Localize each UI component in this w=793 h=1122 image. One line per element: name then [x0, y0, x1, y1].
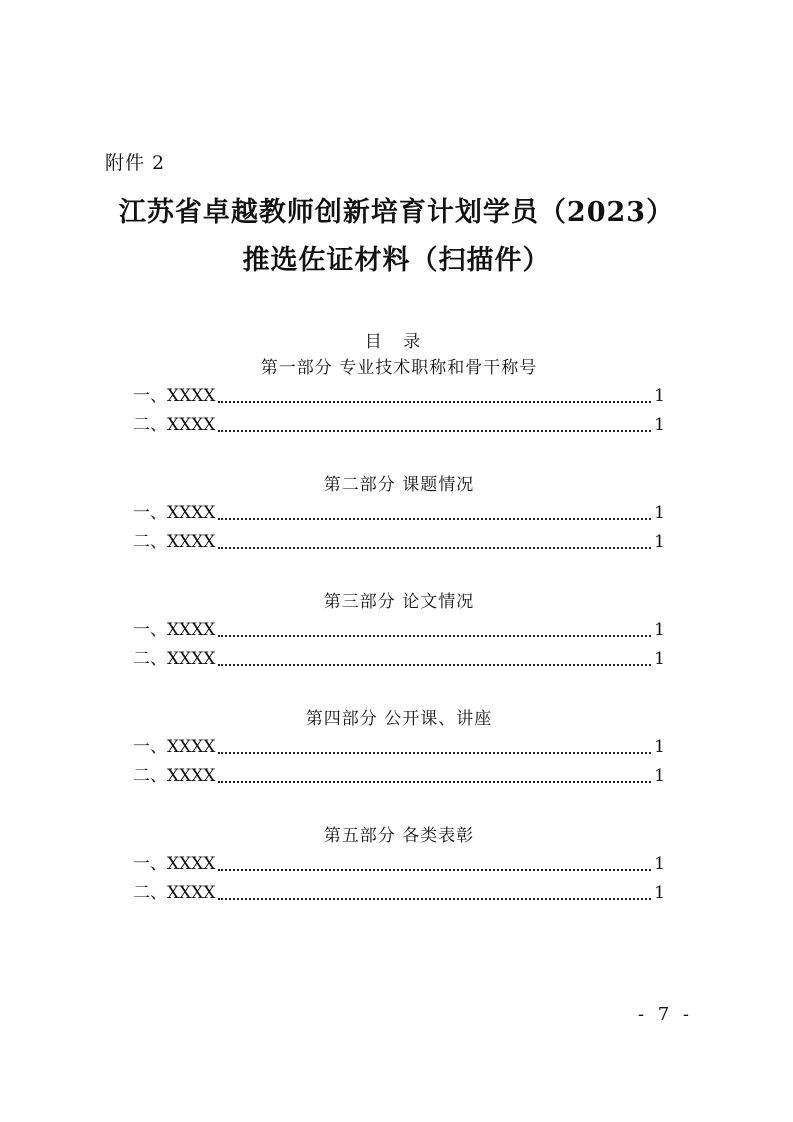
toc-entry[interactable]: [133, 762, 665, 791]
toc-entry-label: 一、XXXX: [133, 737, 216, 757]
dot-leader: [218, 664, 651, 666]
toc-section-5: [133, 822, 665, 908]
toc-entry-label: 一、XXXX: [133, 386, 216, 406]
document-subtitle: 推选佐证材料（扫描件）: [242, 245, 551, 276]
toc-entry-label: 一、XXXX: [133, 503, 216, 523]
toc-entry-label: 一、XXXX: [133, 620, 216, 640]
toc-entry-label: 二、XXXX: [133, 883, 216, 903]
toc-entry[interactable]: [133, 879, 665, 908]
toc-entry-page: 1: [654, 854, 665, 874]
section-title: 第三部分 论文情况: [323, 592, 475, 612]
attachment-label: 附件 2: [105, 152, 166, 174]
toc-entry-page: 1: [654, 415, 665, 435]
dot-leader: [218, 869, 651, 871]
dot-leader: [218, 635, 651, 637]
toc-entry[interactable]: [133, 528, 665, 557]
dot-leader: [218, 401, 651, 403]
dot-leader: [218, 430, 651, 432]
toc-section-4: [133, 705, 665, 791]
toc-entry-page: 1: [654, 649, 665, 669]
toc-entry[interactable]: [133, 499, 665, 528]
toc-entry[interactable]: [133, 616, 665, 645]
toc-entry-label: 一、XXXX: [133, 854, 216, 874]
toc-section-2: [133, 471, 665, 557]
section-title: 第四部分 公开课、讲座: [305, 709, 493, 729]
page-number: - 7 -: [637, 1004, 693, 1025]
section-title: 第五部分 各类表彰: [323, 826, 475, 846]
toc-entry[interactable]: [133, 850, 665, 879]
toc-entry-page: 1: [654, 620, 665, 640]
table-of-contents: [133, 354, 665, 908]
dot-leader: [218, 752, 651, 754]
toc-section-3: [133, 588, 665, 674]
dot-leader: [218, 518, 651, 520]
section-title: 第一部分 专业技术职称和骨干称号: [260, 358, 538, 378]
toc-entry[interactable]: [133, 645, 665, 674]
toc-entry[interactable]: [133, 733, 665, 762]
toc-entry-label: 二、XXXX: [133, 415, 216, 435]
toc-section-1: [133, 354, 665, 440]
toc-entry[interactable]: [133, 411, 665, 440]
toc-entry-page: 1: [654, 737, 665, 757]
section-title: 第二部分 课题情况: [323, 475, 475, 495]
toc-heading: 目 录: [364, 332, 429, 352]
toc-entry-label: 二、XXXX: [133, 649, 216, 669]
toc-entry[interactable]: [133, 382, 665, 411]
dot-leader: [218, 547, 651, 549]
dot-leader: [218, 898, 651, 900]
toc-entry-page: 1: [654, 883, 665, 903]
toc-entry-page: 1: [654, 503, 665, 523]
toc-entry-page: 1: [654, 532, 665, 552]
toc-entry-page: 1: [654, 386, 665, 406]
document-title: 江苏省卓越教师创新培育计划学员（2023）: [118, 197, 675, 228]
dot-leader: [218, 781, 651, 783]
toc-entry-label: 二、XXXX: [133, 766, 216, 786]
toc-entry-label: 二、XXXX: [133, 532, 216, 552]
toc-entry-page: 1: [654, 766, 665, 786]
